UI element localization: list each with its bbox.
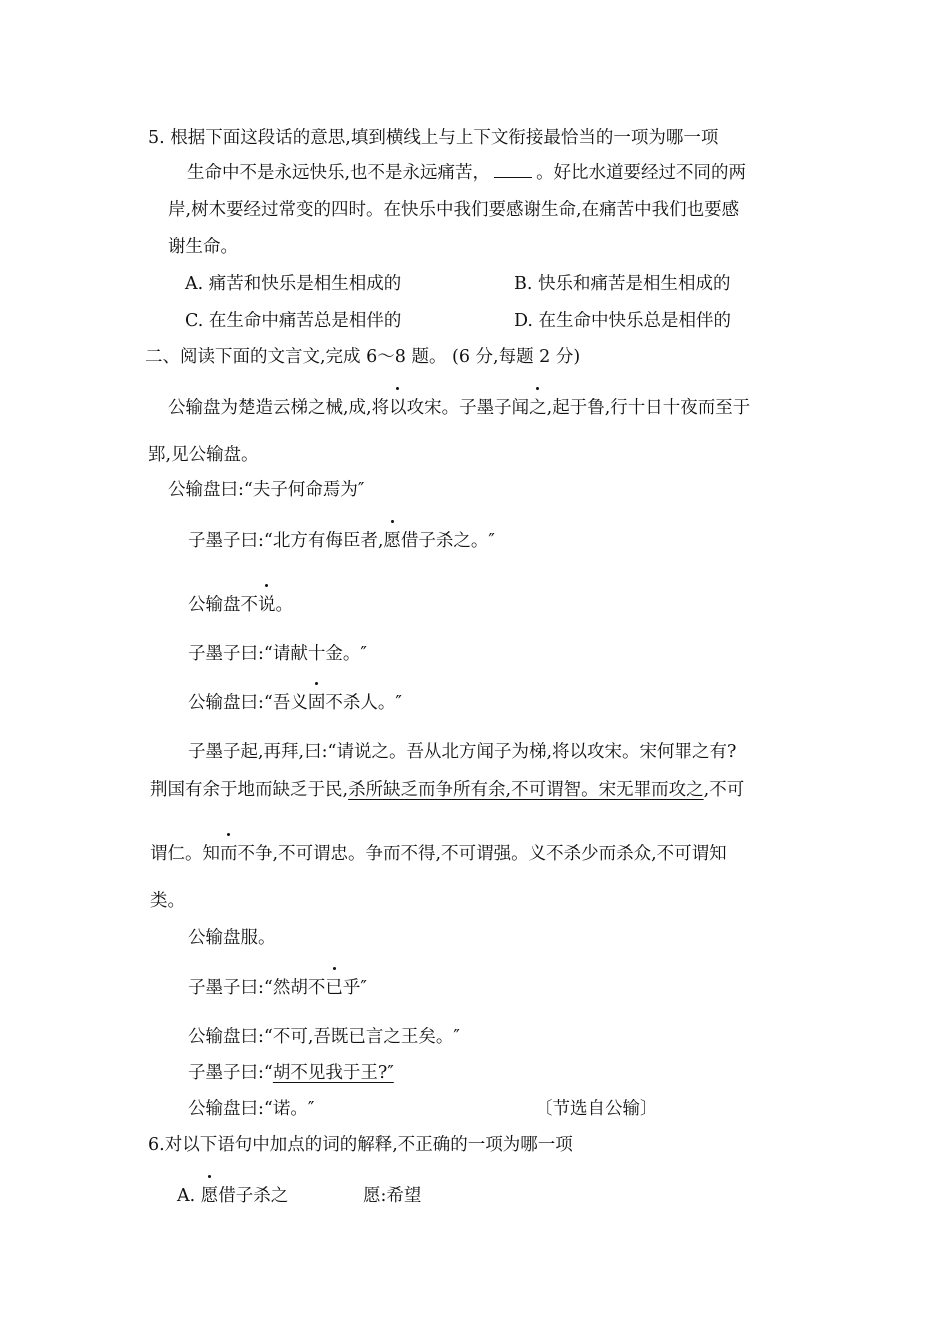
text-l13-b: 乎″: [342, 978, 367, 998]
text-line-12: 公输盘服。: [188, 928, 276, 948]
text-line-4: [188, 529, 495, 553]
text-line-14: 公输盘曰:“不可,吾既已言之王矣。″: [188, 1027, 460, 1047]
text-p1-c: ,起于鲁,行十日十夜而至于: [546, 398, 751, 418]
q5-option-a: A. 痛苦和快乐是相生相成的: [185, 274, 402, 294]
text-l10-b: 不争,不可谓忠。争而不得,不可谓强。义不杀少而杀众,不可谓知: [237, 844, 727, 864]
text-line-7: [188, 691, 402, 715]
text-source: 〔节选自公输〕: [535, 1099, 658, 1119]
text-l5-b: 。: [275, 595, 293, 615]
underlined-sentence: 杀所缺乏而争所有余,不可谓智。宋无罪而攻之: [348, 780, 704, 800]
q6-option-a: [177, 1184, 288, 1208]
q5-passage-1a: 生命中不是永远快乐,也不是永远痛苦，: [187, 163, 491, 183]
text-line-8: 子墨子起,再拜,曰:“请说之。吾从北方闻子为梯,将以攻宋。宋何罪之有?: [188, 742, 737, 762]
section-2-heading: 二、阅读下面的文言文,完成 6～8 题。 (6 分,每题 2 分): [145, 347, 581, 367]
text-line-5: [188, 593, 293, 617]
q6-option-a-label: A.: [177, 1186, 201, 1206]
text-l10-a: 谓仁。知: [150, 844, 220, 864]
text-p1-b: 攻宋。子墨子闻: [406, 398, 530, 418]
text-line-3: 公输盘曰:“夫子何命焉为″: [168, 480, 365, 500]
dotted-word: 愿: [383, 531, 401, 551]
dotted-word: 固: [307, 693, 326, 713]
text-l13-a: 子墨子曰:“然胡不: [188, 978, 326, 998]
dotted-word: 以: [389, 398, 407, 418]
q5-option-b: B. 快乐和痛苦是相生相成的: [514, 274, 731, 294]
text-l9-b: ,不可: [703, 780, 745, 800]
q6-option-a-text: 借子杀之: [218, 1186, 289, 1206]
text-line-6: 子墨子曰:“请献十金。″: [188, 644, 367, 664]
dotted-word: 愿: [200, 1186, 219, 1206]
dotted-word: 说: [258, 595, 276, 615]
q5-stem: 5. 根据下面这段话的意思,填到横线上与上下文衔接最恰当的一项为哪一项: [148, 128, 719, 148]
q5-option-c: C. 在生命中痛苦总是相伴的: [185, 311, 402, 331]
text-p1-a: 公输盘为楚造云梯之械,成,将: [168, 398, 390, 418]
q5-passage-line-3: 谢生命。: [168, 237, 238, 257]
q5-option-d: D. 在生命中快乐总是相伴的: [514, 311, 732, 331]
text-line-13: [188, 976, 367, 1000]
dotted-word: 已: [325, 978, 343, 998]
text-line-16: 公输盘曰:“诺。″: [188, 1099, 315, 1119]
q5-passage-line-2: 岸,树木要经过常变的四时。在快乐中我们要感谢生命,在痛苦中我们也要感: [168, 200, 740, 220]
text-paragraph-1-line-1: [168, 396, 750, 420]
dotted-word: 之: [529, 398, 547, 418]
q6-option-a-gloss: 愿:希望: [363, 1186, 422, 1206]
q5-passage-1b: 。好比水道要经过不同的两: [536, 163, 747, 183]
fill-blank: [494, 163, 532, 178]
q6-stem: 6.对以下语句中加点的词的解释,不正确的一项为哪一项: [148, 1135, 573, 1155]
text-l15-a: 子墨子曰:“: [188, 1063, 273, 1083]
underlined-sentence: 胡不见我于王?″: [272, 1063, 394, 1083]
text-line-9: [150, 778, 744, 802]
text-line-11: 类。: [150, 891, 185, 911]
q5-passage-line-1: [187, 161, 746, 185]
text-l7-a: 公输盘曰:“吾义: [188, 693, 308, 713]
text-l4-b: 借子杀之。″: [400, 531, 495, 551]
dotted-word: 而: [220, 844, 238, 864]
text-paragraph-1-line-2: 郢,见公输盘。: [148, 445, 259, 465]
text-l7-b: 不杀人。″: [325, 693, 402, 713]
text-l9-a: 荆国有余于地而缺乏于民,: [150, 780, 349, 800]
text-line-10: [150, 842, 727, 866]
text-l5-a: 公输盘不: [188, 595, 258, 615]
text-line-15: [188, 1061, 394, 1085]
text-l4-a: 子墨子曰:“北方有侮臣者,: [188, 531, 384, 551]
